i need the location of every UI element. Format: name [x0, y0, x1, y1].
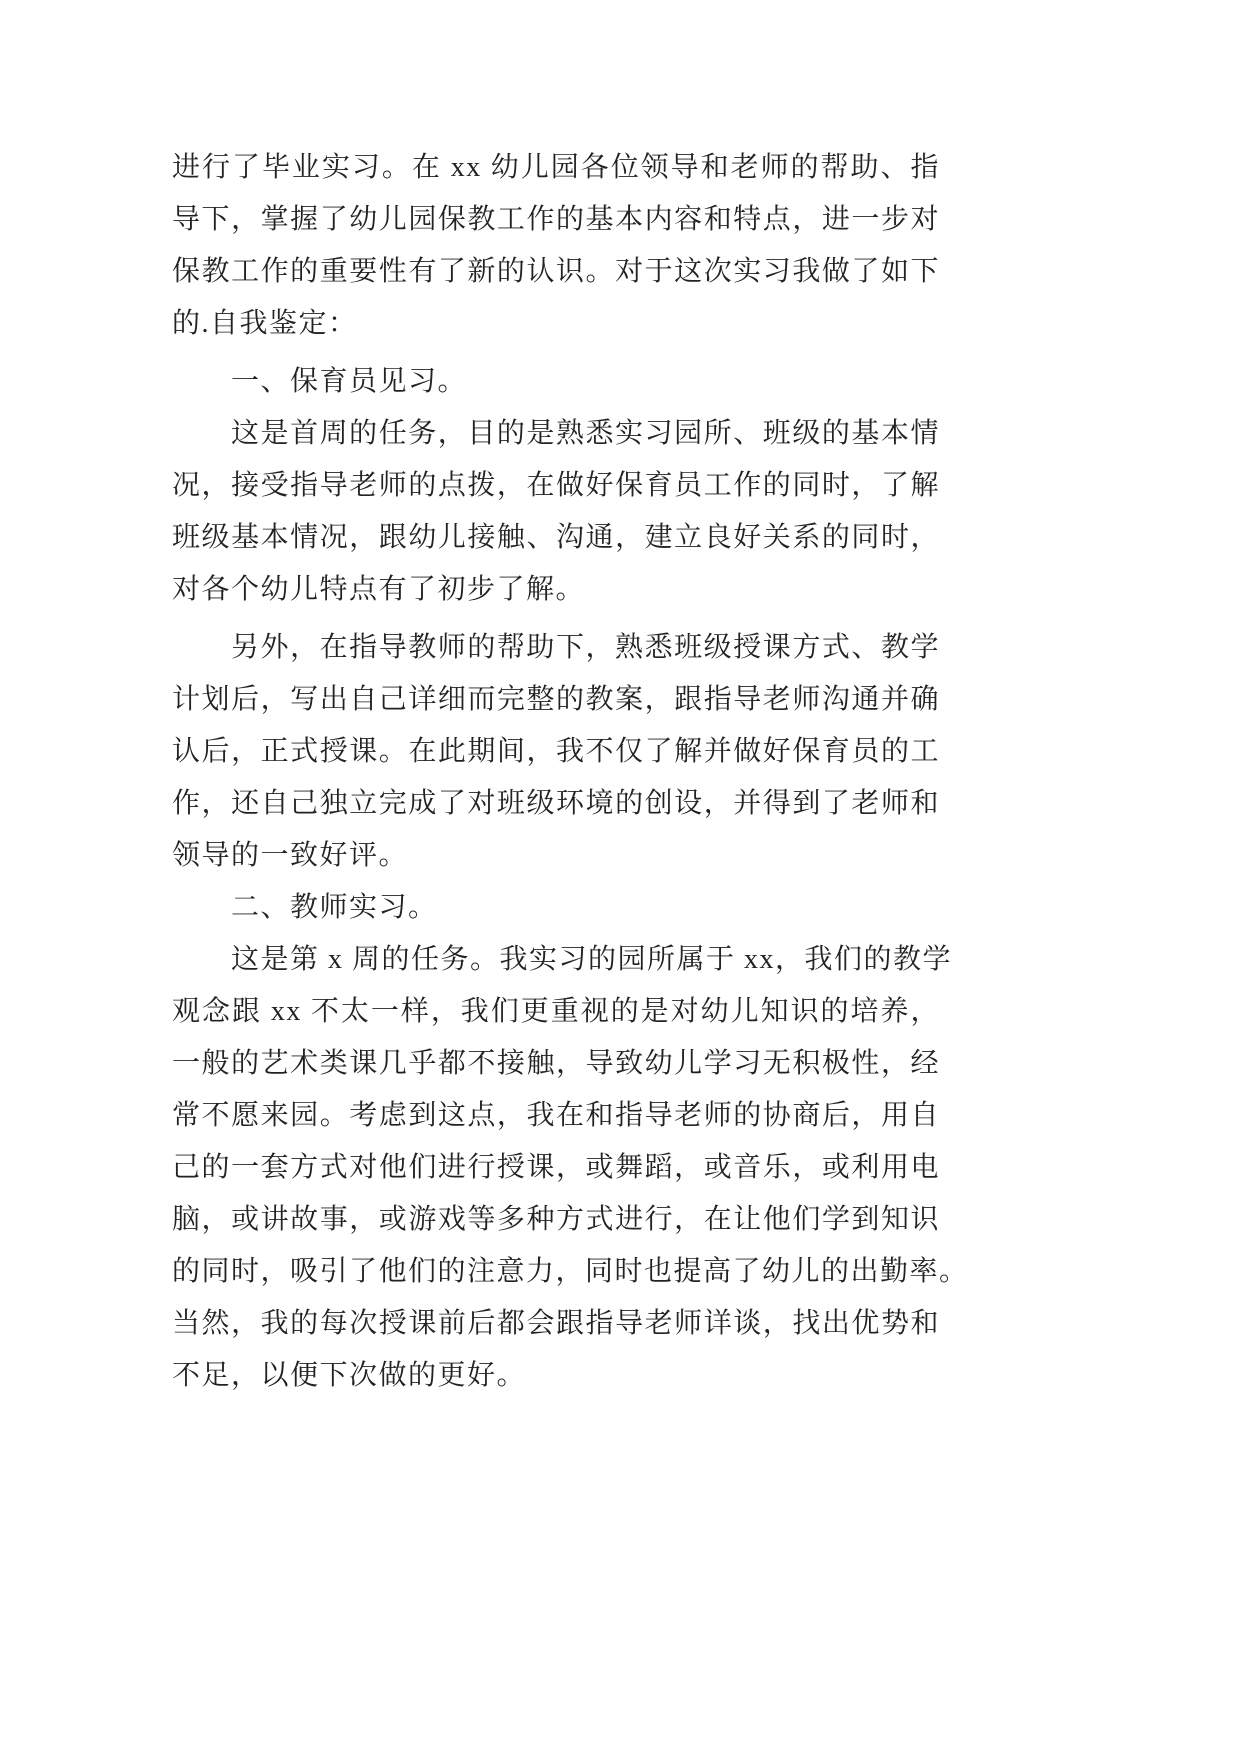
document-body [172, 142, 969, 1402]
text-line: 认后，正式授课。在此期间，我不仅了解并做好保育员的工 [172, 736, 940, 767]
section-heading-2 [172, 882, 940, 934]
text-line: 计划后，写出自己详细而完整的教案，跟指导老师沟通并确 [172, 684, 940, 715]
text-line: 对各个幼儿特点有了初步了解。 [172, 574, 586, 605]
section-heading: 二、教师实习。 [231, 892, 438, 923]
text-line: 况，接受指导老师的点拨，在做好保育员工作的同时，了解 [172, 470, 940, 501]
text-line: 导下，掌握了幼儿园保教工作的基本内容和特点，进一步对 [172, 204, 940, 235]
text-line: 班级基本情况，跟幼儿接触、沟通，建立良好关系的同时， [172, 522, 940, 553]
text-line: 不足，以便下次做的更好。 [172, 1360, 527, 1391]
text-line: 领导的一致好评。 [172, 840, 409, 871]
text-line: 当然，我的每次授课前后都会跟指导老师详谈，找出优势和 [172, 1308, 940, 1339]
text-line: 的.自我鉴定： [172, 308, 358, 339]
section-heading: 一、保育员见习。 [231, 366, 468, 397]
text-line: 常不愿来园。考虑到这点，我在和指导老师的协商后，用自 [172, 1100, 940, 1131]
text-line: 这是第 x 周的任务。我实习的园所属于 xx，我们的教学 [231, 944, 953, 975]
text-line: 一般的艺术类课几乎都不接触，导致幼儿学习无积极性，经 [172, 1048, 940, 1079]
text-line: 己的一套方式对他们进行授课，或舞蹈，或音乐，或利用电 [172, 1152, 940, 1183]
text-line: 这是首周的任务，目的是熟悉实习园所、班级的基本情 [231, 418, 940, 449]
paragraph-intro [172, 142, 940, 350]
paragraph-section-1-b [172, 622, 940, 882]
text-line: 脑，或讲故事，或游戏等多种方式进行，在让他们学到知识 [172, 1204, 940, 1235]
paragraph-section-1-a [172, 408, 940, 616]
text-line: 的同时，吸引了他们的注意力，同时也提高了幼儿的出勤率。 [172, 1256, 969, 1287]
paragraph-section-2 [172, 934, 969, 1402]
text-line: 另外，在指导教师的帮助下，熟悉班级授课方式、教学 [231, 632, 940, 663]
section-heading-1 [172, 356, 940, 408]
text-line: 进行了毕业实习。在 xx 幼儿园各位领导和老师的帮助、指 [172, 152, 940, 183]
text-line: 作，还自己独立完成了对班级环境的创设，并得到了老师和 [172, 788, 940, 819]
text-line: 保教工作的重要性有了新的认识。对于这次实习我做了如下 [172, 256, 940, 287]
text-line: 观念跟 xx 不太一样，我们更重视的是对幼儿知识的培养， [172, 996, 940, 1027]
